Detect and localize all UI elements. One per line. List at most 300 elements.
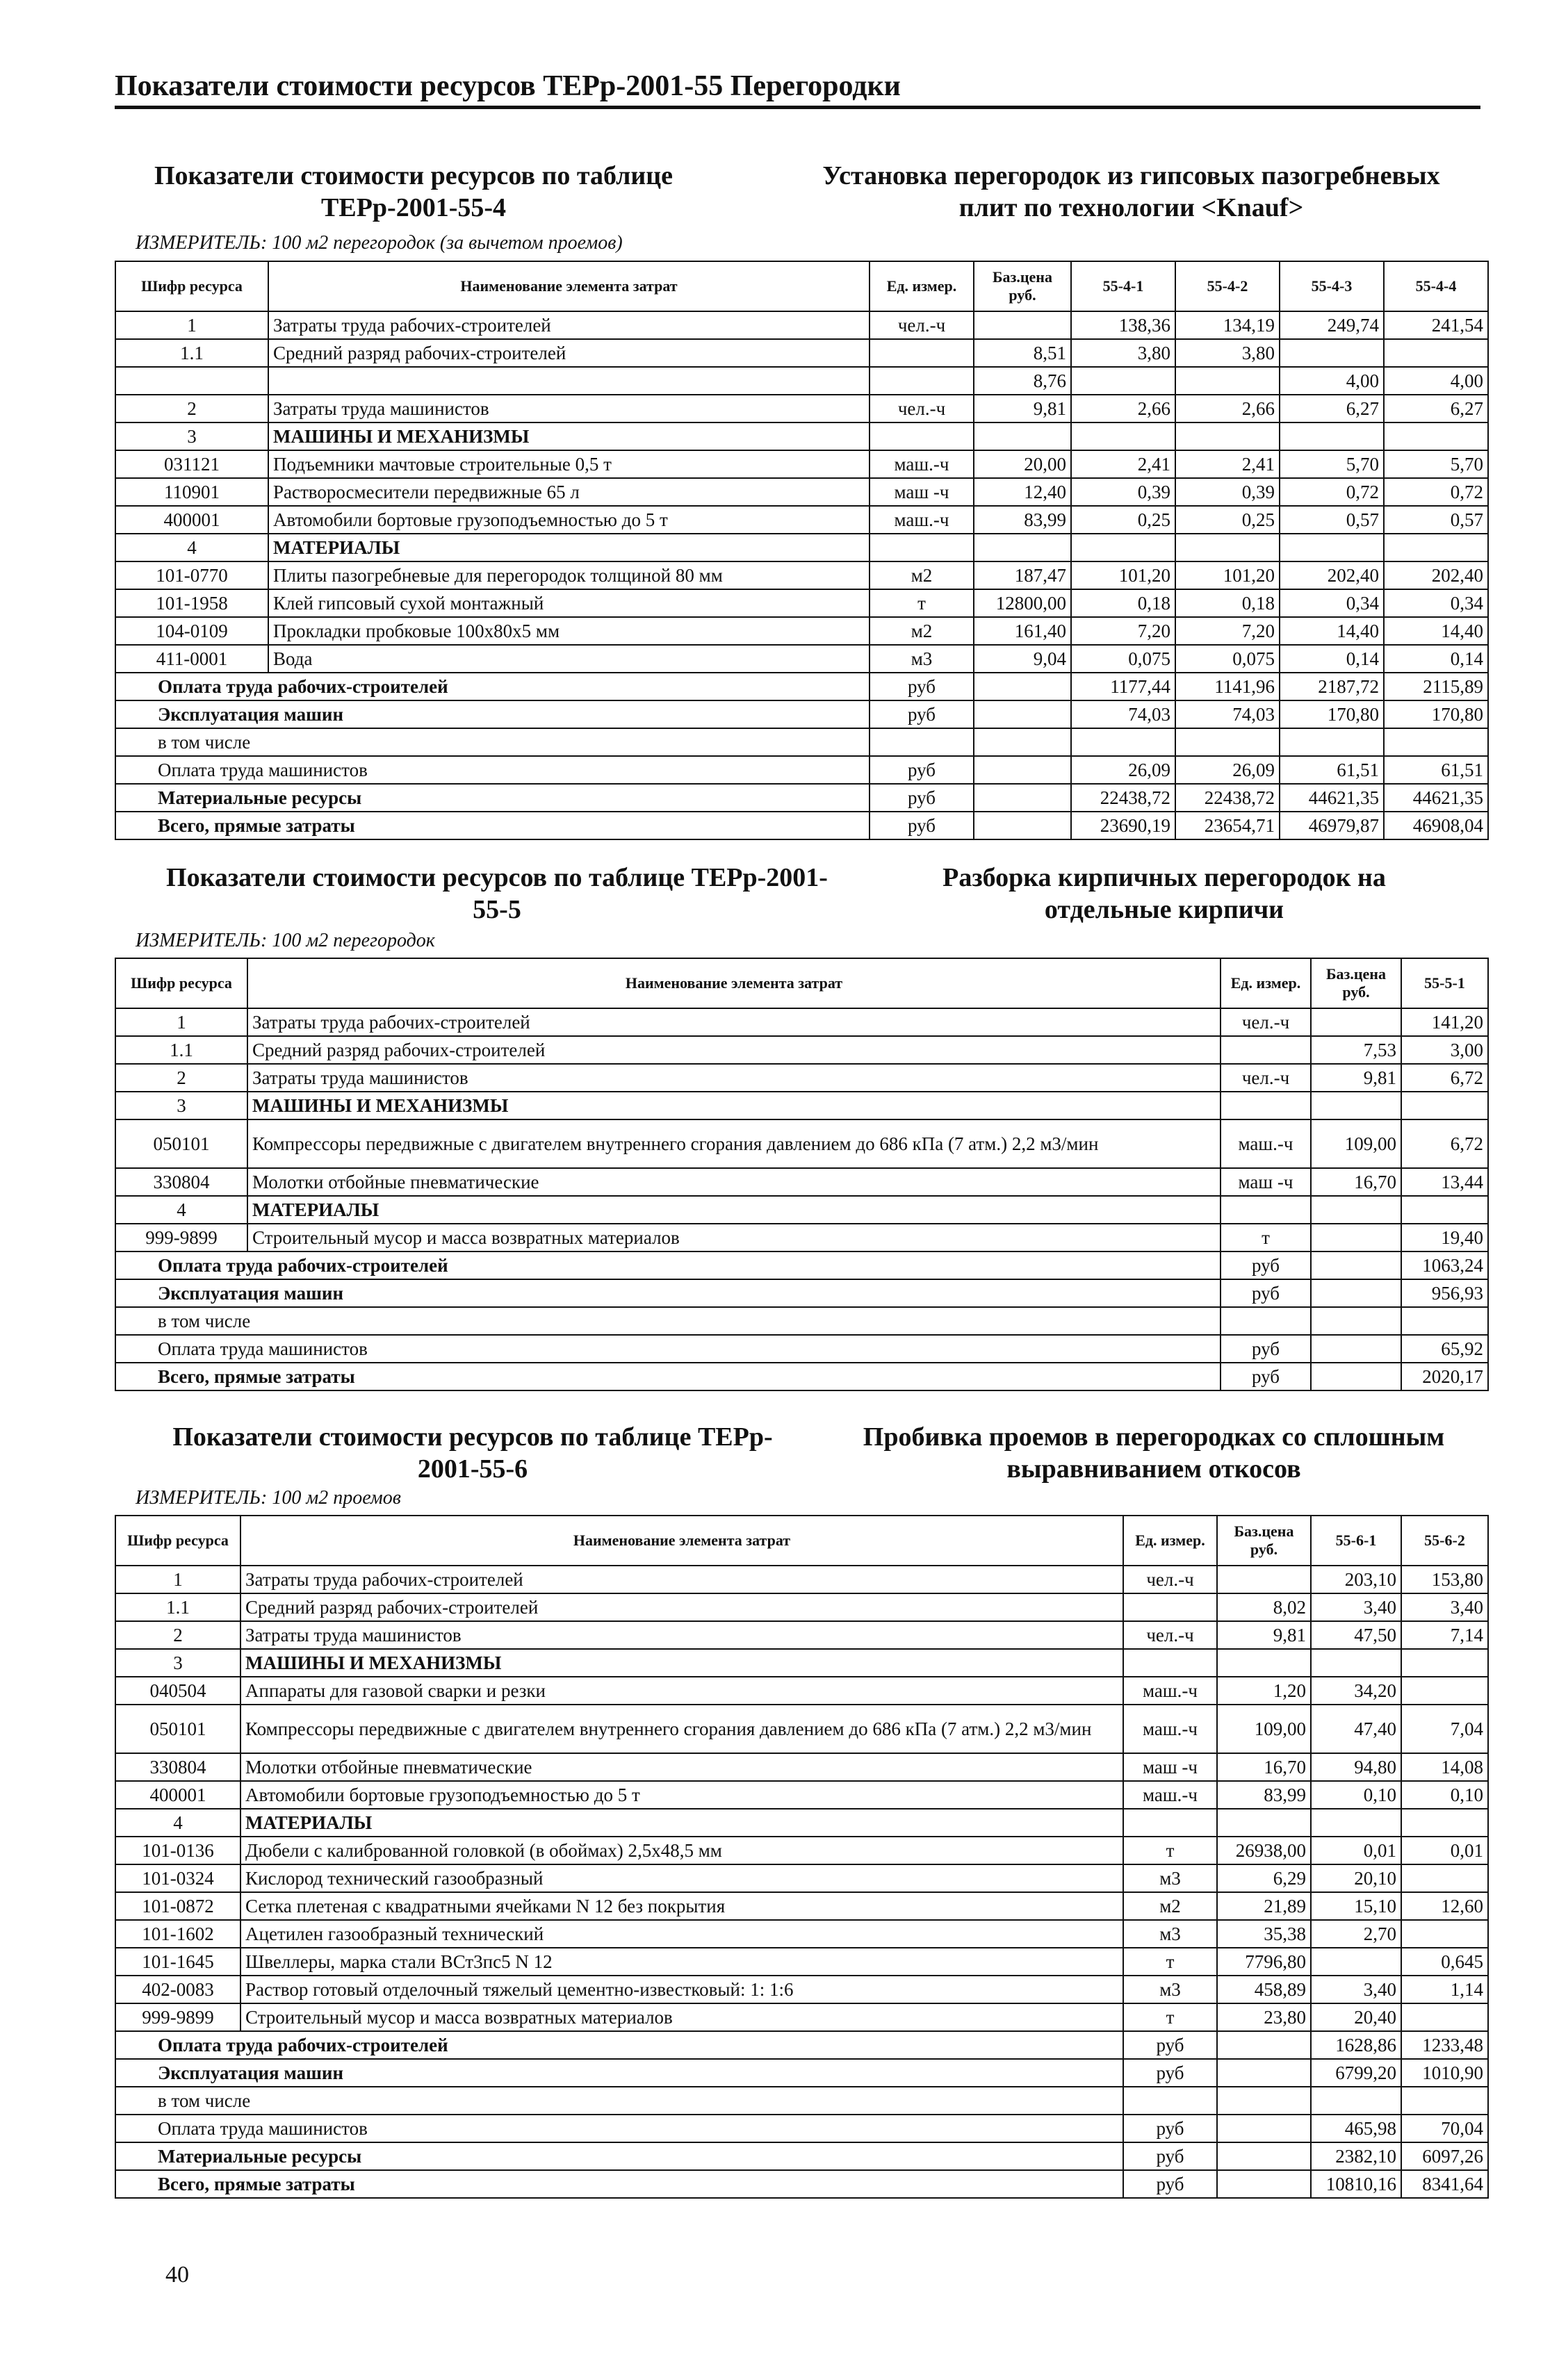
unit bbox=[1221, 1036, 1311, 1064]
cost-element-name: Затраты труда машинистов bbox=[240, 1621, 1123, 1649]
total-row bbox=[115, 784, 1488, 812]
table-row bbox=[115, 1892, 1488, 1920]
norm-value bbox=[1071, 534, 1175, 561]
base-price: 21,89 bbox=[1217, 1892, 1311, 1920]
section2-meter bbox=[136, 930, 435, 952]
unit: руб bbox=[870, 784, 974, 812]
total-value bbox=[1311, 2087, 1401, 2115]
table-row bbox=[115, 422, 1488, 450]
norm-value: 0,18 bbox=[1071, 589, 1175, 617]
table-row bbox=[115, 1976, 1488, 2003]
norm-value bbox=[1401, 1677, 1488, 1705]
cost-element-name: Затраты труда рабочих-строителей bbox=[240, 1566, 1123, 1593]
norm-value: 0,25 bbox=[1071, 506, 1175, 534]
norm-value: 0,25 bbox=[1175, 506, 1280, 534]
base-price bbox=[1217, 2115, 1311, 2142]
base-price bbox=[974, 700, 1071, 728]
norm-value bbox=[1175, 534, 1280, 561]
unit: чел.-ч bbox=[870, 311, 974, 339]
cost-element-name: Молотки отбойные пневматические bbox=[247, 1168, 1221, 1196]
resource-code: 104-0109 bbox=[115, 617, 268, 645]
total-name: Оплата труда машинистов bbox=[115, 2115, 1123, 2142]
total-value: 6097,26 bbox=[1401, 2142, 1488, 2170]
norm-value bbox=[1311, 1649, 1401, 1677]
cost-element-name: Швеллеры, марка стали ВСт3пс5 N 12 bbox=[240, 1948, 1123, 1976]
total-name: Оплата труда машинистов bbox=[115, 756, 870, 784]
section2-table bbox=[115, 958, 1489, 1391]
section1-work-title bbox=[782, 160, 1480, 224]
norm-value: 12,60 bbox=[1401, 1892, 1488, 1920]
norm-value bbox=[1401, 1196, 1488, 1224]
table-row bbox=[115, 1092, 1488, 1119]
resource-code: 4 bbox=[115, 534, 268, 561]
norm-value: 0,10 bbox=[1401, 1781, 1488, 1809]
base-price bbox=[974, 812, 1071, 839]
unit: м3 bbox=[870, 645, 974, 673]
norm-value: 138,36 bbox=[1071, 311, 1175, 339]
unit: руб bbox=[1123, 2031, 1217, 2059]
total-value: 22438,72 bbox=[1175, 784, 1280, 812]
resource-code: 2 bbox=[115, 1621, 240, 1649]
norm-value: 0,10 bbox=[1311, 1781, 1401, 1809]
table-row bbox=[115, 1119, 1488, 1168]
norm-value: 3,80 bbox=[1071, 339, 1175, 367]
base-price bbox=[974, 756, 1071, 784]
norm-value bbox=[1401, 2003, 1488, 2031]
cost-element-name: Затраты труда машинистов bbox=[268, 395, 870, 422]
resource-code: 330804 bbox=[115, 1168, 247, 1196]
unit: т bbox=[1123, 2003, 1217, 2031]
total-name: Эксплуатация машин bbox=[115, 2059, 1123, 2087]
meter-value: 100 м2 перегородок bbox=[272, 930, 435, 951]
column-header: 55-6-1 bbox=[1311, 1516, 1401, 1566]
resource-code: 101-1958 bbox=[115, 589, 268, 617]
unit bbox=[870, 422, 974, 450]
section2-work-line1: Разборка кирпичных перегородок на bbox=[942, 863, 1386, 892]
norm-value: 0,18 bbox=[1175, 589, 1280, 617]
cost-element-name: Строительный мусор и масса возвратных материалов bbox=[247, 1224, 1221, 1251]
base-price: 83,99 bbox=[974, 506, 1071, 534]
base-price: 458,89 bbox=[1217, 1976, 1311, 2003]
unit: руб bbox=[1221, 1363, 1311, 1390]
base-price: 6,29 bbox=[1217, 1864, 1311, 1892]
table-row bbox=[115, 395, 1488, 422]
total-value bbox=[1071, 728, 1175, 756]
base-price bbox=[1311, 1335, 1401, 1363]
total-value: 1063,24 bbox=[1401, 1251, 1488, 1279]
norm-value bbox=[1384, 534, 1488, 561]
table-row bbox=[115, 367, 1488, 395]
resource-code: 411-0001 bbox=[115, 645, 268, 673]
table-row bbox=[115, 1705, 1488, 1753]
section3-work-line1: Пробивка проемов в перегородках со сплошным bbox=[863, 1422, 1445, 1452]
resource-code: 101-0770 bbox=[115, 561, 268, 589]
total-row bbox=[115, 700, 1488, 728]
table-row bbox=[115, 1948, 1488, 1976]
unit: маш -ч bbox=[1123, 1753, 1217, 1781]
cost-element-name: Дюбели с калиброванной головкой (в обоймах) 2,5х48,5 мм bbox=[240, 1837, 1123, 1864]
column-header: 55-6-2 bbox=[1401, 1516, 1488, 1566]
cost-element-name: МАТЕРИАЛЫ bbox=[247, 1196, 1221, 1224]
total-value: 74,03 bbox=[1175, 700, 1280, 728]
total-value: 61,51 bbox=[1384, 756, 1488, 784]
resource-code bbox=[115, 367, 268, 395]
column-header: Шифр ресурса bbox=[115, 958, 247, 1008]
total-value: 1141,96 bbox=[1175, 673, 1280, 700]
norm-value: 19,40 bbox=[1401, 1224, 1488, 1251]
table-row bbox=[115, 1649, 1488, 1677]
table-row bbox=[115, 1677, 1488, 1705]
total-row bbox=[115, 756, 1488, 784]
column-header: Ед. измер. bbox=[870, 261, 974, 311]
norm-value: 0,01 bbox=[1311, 1837, 1401, 1864]
unit: т bbox=[870, 589, 974, 617]
section1-work-line2: плит по технологии <Knauf> bbox=[958, 193, 1304, 222]
base-price: 20,00 bbox=[974, 450, 1071, 478]
cost-element-name: Молотки отбойные пневматические bbox=[240, 1753, 1123, 1781]
total-value: 22438,72 bbox=[1071, 784, 1175, 812]
base-price bbox=[1217, 1649, 1311, 1677]
norm-value: 2,66 bbox=[1175, 395, 1280, 422]
unit: м2 bbox=[1123, 1892, 1217, 1920]
unit: руб bbox=[870, 756, 974, 784]
norm-value: 0,72 bbox=[1384, 478, 1488, 506]
norm-value bbox=[1401, 1920, 1488, 1948]
base-price: 8,76 bbox=[974, 367, 1071, 395]
base-price: 8,02 bbox=[1217, 1593, 1311, 1621]
resource-code: 402-0083 bbox=[115, 1976, 240, 2003]
cost-element-name: Автомобили бортовые грузоподъемностью до 5 т bbox=[268, 506, 870, 534]
total-name: Оплата труда рабочих-строителей bbox=[115, 673, 870, 700]
total-row bbox=[115, 2031, 1488, 2059]
resource-code: 1 bbox=[115, 1008, 247, 1036]
cost-element-name: Средний разряд рабочих-строителей bbox=[247, 1036, 1221, 1064]
unit bbox=[870, 339, 974, 367]
cost-element-name: Ацетилен газообразный технический bbox=[240, 1920, 1123, 1948]
total-name: Всего, прямые затраты bbox=[115, 2170, 1123, 2198]
header-row bbox=[115, 1516, 1488, 1566]
norm-value: 1,14 bbox=[1401, 1976, 1488, 2003]
unit: м2 bbox=[870, 617, 974, 645]
unit: руб bbox=[1123, 2142, 1217, 2170]
unit: руб bbox=[1221, 1335, 1311, 1363]
unit: руб bbox=[870, 700, 974, 728]
norm-value: 4,00 bbox=[1280, 367, 1384, 395]
norm-value: 0,645 bbox=[1401, 1948, 1488, 1976]
unit bbox=[1221, 1196, 1311, 1224]
total-value: 8341,64 bbox=[1401, 2170, 1488, 2198]
cost-element-name: Подъемники мачтовые строительные 0,5 т bbox=[268, 450, 870, 478]
total-value bbox=[1401, 1307, 1488, 1335]
base-price bbox=[974, 422, 1071, 450]
norm-value bbox=[1401, 1809, 1488, 1837]
base-price: 26938,00 bbox=[1217, 1837, 1311, 1864]
unit bbox=[1123, 2087, 1217, 2115]
total-value: 44621,35 bbox=[1280, 784, 1384, 812]
total-value: 6799,20 bbox=[1311, 2059, 1401, 2087]
base-price bbox=[1311, 1279, 1401, 1307]
section2-table-title bbox=[115, 862, 879, 926]
unit: руб bbox=[1221, 1279, 1311, 1307]
section2-work-line2: отдельные кирпичи bbox=[1044, 895, 1284, 924]
norm-value: 202,40 bbox=[1280, 561, 1384, 589]
unit: руб bbox=[1123, 2170, 1217, 2198]
norm-value: 0,01 bbox=[1401, 1837, 1488, 1864]
table-row bbox=[115, 1837, 1488, 1864]
section2-title-line2: 55-5 bbox=[473, 895, 521, 924]
resource-code: 101-1602 bbox=[115, 1920, 240, 1948]
cost-element-name: Затраты труда рабочих-строителей bbox=[268, 311, 870, 339]
resource-code: 4 bbox=[115, 1196, 247, 1224]
base-price: 109,00 bbox=[1311, 1119, 1401, 1168]
norm-value bbox=[1071, 367, 1175, 395]
resource-code: 2 bbox=[115, 395, 268, 422]
norm-value: 6,27 bbox=[1280, 395, 1384, 422]
table-row bbox=[115, 1008, 1488, 1036]
resource-code: 999-9899 bbox=[115, 2003, 240, 2031]
norm-value bbox=[1280, 534, 1384, 561]
resource-code: 330804 bbox=[115, 1753, 240, 1781]
column-header: Шифр ресурса bbox=[115, 1516, 240, 1566]
column-header: Ед. измер. bbox=[1221, 958, 1311, 1008]
norm-value: 6,72 bbox=[1401, 1064, 1488, 1092]
cost-element-name: Вода bbox=[268, 645, 870, 673]
resource-code: 2 bbox=[115, 1064, 247, 1092]
unit bbox=[1123, 1809, 1217, 1837]
running-head: Показатели стоимости ресурсов ТЕРр-2001-55 Перегородки bbox=[115, 69, 1480, 109]
norm-value: 203,10 bbox=[1311, 1566, 1401, 1593]
resource-code: 050101 bbox=[115, 1705, 240, 1753]
section1-title-line1: Показатели стоимости ресурсов по таблице bbox=[154, 161, 674, 190]
total-row bbox=[115, 2115, 1488, 2142]
table-row bbox=[115, 1064, 1488, 1092]
total-value: 46979,87 bbox=[1280, 812, 1384, 839]
resource-code: 1.1 bbox=[115, 339, 268, 367]
base-price bbox=[1217, 2059, 1311, 2087]
total-name: в том числе bbox=[115, 1307, 1221, 1335]
norm-value: 0,72 bbox=[1280, 478, 1384, 506]
total-row bbox=[115, 2059, 1488, 2087]
column-header: Ед. измер. bbox=[1123, 1516, 1217, 1566]
column-header: Наименование элемента затрат bbox=[240, 1516, 1123, 1566]
norm-value: 0,14 bbox=[1280, 645, 1384, 673]
table-row bbox=[115, 2003, 1488, 2031]
norm-value: 6,27 bbox=[1384, 395, 1488, 422]
base-price: 35,38 bbox=[1217, 1920, 1311, 1948]
cost-element-name: Компрессоры передвижные с двигателем внутреннего сгорания давлением до 686 кПа (7 атм.) 2,2 м3/мин bbox=[240, 1705, 1123, 1753]
total-value: 1010,90 bbox=[1401, 2059, 1488, 2087]
norm-value: 94,80 bbox=[1311, 1753, 1401, 1781]
norm-value: 47,40 bbox=[1311, 1705, 1401, 1753]
norm-value: 202,40 bbox=[1384, 561, 1488, 589]
total-row bbox=[115, 2170, 1488, 2198]
norm-value: 0,34 bbox=[1280, 589, 1384, 617]
unit: т bbox=[1123, 1837, 1217, 1864]
table-row bbox=[115, 1566, 1488, 1593]
table-row bbox=[115, 1168, 1488, 1196]
norm-value bbox=[1311, 1948, 1401, 1976]
unit: руб bbox=[1123, 2059, 1217, 2087]
unit: т bbox=[1123, 1948, 1217, 1976]
table-row bbox=[115, 1781, 1488, 1809]
column-header: Баз.цена руб. bbox=[974, 261, 1071, 311]
total-value: 74,03 bbox=[1071, 700, 1175, 728]
norm-value: 249,74 bbox=[1280, 311, 1384, 339]
unit: маш -ч bbox=[1221, 1168, 1311, 1196]
unit bbox=[1221, 1092, 1311, 1119]
section3-title-line2: 2001-55-6 bbox=[417, 1454, 528, 1484]
norm-value: 2,41 bbox=[1071, 450, 1175, 478]
base-price bbox=[1217, 1566, 1311, 1593]
resource-code: 101-1645 bbox=[115, 1948, 240, 1976]
total-value bbox=[1401, 2087, 1488, 2115]
cost-element-name: МАТЕРИАЛЫ bbox=[268, 534, 870, 561]
total-value bbox=[1175, 728, 1280, 756]
section3-work-line2: выравниванием откосов bbox=[1006, 1454, 1301, 1484]
unit: чел.-ч bbox=[1123, 1621, 1217, 1649]
resource-code: 101-0872 bbox=[115, 1892, 240, 1920]
total-row bbox=[115, 812, 1488, 839]
column-header: 55-5-1 bbox=[1401, 958, 1488, 1008]
total-name: Всего, прямые затраты bbox=[115, 812, 870, 839]
norm-value: 0,39 bbox=[1071, 478, 1175, 506]
unit: руб bbox=[870, 812, 974, 839]
unit bbox=[1221, 1307, 1311, 1335]
section1-heading bbox=[115, 160, 1480, 229]
norm-value: 2,70 bbox=[1311, 1920, 1401, 1948]
total-name: Оплата труда рабочих-строителей bbox=[115, 2031, 1123, 2059]
base-price: 9,04 bbox=[974, 645, 1071, 673]
norm-value: 0,075 bbox=[1071, 645, 1175, 673]
column-header: 55-4-1 bbox=[1071, 261, 1175, 311]
total-row bbox=[115, 1279, 1488, 1307]
unit: маш.-ч bbox=[1123, 1705, 1217, 1753]
base-price bbox=[1311, 1092, 1401, 1119]
total-name: Эксплуатация машин bbox=[115, 700, 870, 728]
norm-value: 0,39 bbox=[1175, 478, 1280, 506]
norm-value: 20,40 bbox=[1311, 2003, 1401, 2031]
norm-value bbox=[1280, 339, 1384, 367]
norm-value: 7,20 bbox=[1175, 617, 1280, 645]
total-value: 10810,16 bbox=[1311, 2170, 1401, 2198]
cost-element-name: Растворосмесители передвижные 65 л bbox=[268, 478, 870, 506]
column-header: Баз.цена руб. bbox=[1311, 958, 1401, 1008]
unit: маш.-ч bbox=[1221, 1119, 1311, 1168]
meter-value: 100 м2 перегородок (за вычетом проемов) bbox=[272, 232, 623, 254]
column-header: Наименование элемента затрат bbox=[247, 958, 1221, 1008]
total-value: 70,04 bbox=[1401, 2115, 1488, 2142]
total-value: 170,80 bbox=[1384, 700, 1488, 728]
cost-element-name: МАТЕРИАЛЫ bbox=[240, 1809, 1123, 1837]
resource-code: 400001 bbox=[115, 506, 268, 534]
total-name: Оплата труда рабочих-строителей bbox=[115, 1251, 1221, 1279]
cost-element-name: МАШИНЫ И МЕХАНИЗМЫ bbox=[268, 422, 870, 450]
base-price bbox=[1311, 1224, 1401, 1251]
unit: чел.-ч bbox=[1221, 1064, 1311, 1092]
total-row bbox=[115, 1307, 1488, 1335]
norm-value: 241,54 bbox=[1384, 311, 1488, 339]
base-price: 16,70 bbox=[1311, 1168, 1401, 1196]
cost-element-name: Кислород технический газообразный bbox=[240, 1864, 1123, 1892]
table-row bbox=[115, 450, 1488, 478]
norm-value: 3,40 bbox=[1401, 1593, 1488, 1621]
section3-title-line1: Показатели стоимости ресурсов по таблице ТЕРр- bbox=[172, 1422, 773, 1452]
total-value: 956,93 bbox=[1401, 1279, 1488, 1307]
total-row bbox=[115, 2087, 1488, 2115]
norm-value: 13,44 bbox=[1401, 1168, 1488, 1196]
table-row bbox=[115, 1621, 1488, 1649]
norm-value: 101,20 bbox=[1071, 561, 1175, 589]
norm-value: 14,40 bbox=[1280, 617, 1384, 645]
resource-code: 031121 bbox=[115, 450, 268, 478]
section3-table bbox=[115, 1515, 1489, 2199]
section2-heading bbox=[115, 862, 1480, 931]
total-value bbox=[1280, 728, 1384, 756]
column-header: 55-4-3 bbox=[1280, 261, 1384, 311]
norm-value bbox=[1175, 422, 1280, 450]
table-row bbox=[115, 589, 1488, 617]
section1-table bbox=[115, 261, 1489, 840]
unit: чел.-ч bbox=[870, 395, 974, 422]
norm-value: 5,70 bbox=[1280, 450, 1384, 478]
table-row bbox=[115, 1224, 1488, 1251]
unit: маш.-ч bbox=[1123, 1781, 1217, 1809]
norm-value: 0,57 bbox=[1384, 506, 1488, 534]
cost-element-name: Автомобили бортовые грузоподъемностью до 5 т bbox=[240, 1781, 1123, 1809]
base-price bbox=[974, 673, 1071, 700]
total-name: Материальные ресурсы bbox=[115, 2142, 1123, 2170]
norm-value: 3,00 bbox=[1401, 1036, 1488, 1064]
table-row bbox=[115, 506, 1488, 534]
unit: маш.-ч bbox=[870, 506, 974, 534]
table-row bbox=[115, 617, 1488, 645]
unit: т bbox=[1221, 1224, 1311, 1251]
meter-label: ИЗМЕРИТЕЛЬ: bbox=[136, 1487, 268, 1509]
unit: м2 bbox=[870, 561, 974, 589]
norm-value bbox=[1311, 1809, 1401, 1837]
cost-element-name: Средний разряд рабочих-строителей bbox=[268, 339, 870, 367]
norm-value: 47,50 bbox=[1311, 1621, 1401, 1649]
table-row bbox=[115, 534, 1488, 561]
base-price: 9,81 bbox=[974, 395, 1071, 422]
resource-code: 101-0324 bbox=[115, 1864, 240, 1892]
total-value: 1177,44 bbox=[1071, 673, 1175, 700]
base-price: 161,40 bbox=[974, 617, 1071, 645]
resource-code: 050101 bbox=[115, 1119, 247, 1168]
unit bbox=[870, 534, 974, 561]
base-price: 23,80 bbox=[1217, 2003, 1311, 2031]
norm-value: 7,14 bbox=[1401, 1621, 1488, 1649]
norm-value: 101,20 bbox=[1175, 561, 1280, 589]
unit: чел.-ч bbox=[1221, 1008, 1311, 1036]
base-price: 7,53 bbox=[1311, 1036, 1401, 1064]
base-price bbox=[1311, 1307, 1401, 1335]
cost-element-name: Компрессоры передвижные с двигателем внутреннего сгорания давлением до 686 кПа (7 атм.) 2,2 м3/мин bbox=[247, 1119, 1221, 1168]
table-row bbox=[115, 1809, 1488, 1837]
unit: маш -ч bbox=[870, 478, 974, 506]
resource-code: 1.1 bbox=[115, 1593, 240, 1621]
resource-code: 110901 bbox=[115, 478, 268, 506]
total-value: 2115,89 bbox=[1384, 673, 1488, 700]
total-value bbox=[1384, 728, 1488, 756]
unit: м3 bbox=[1123, 1920, 1217, 1948]
norm-value: 4,00 bbox=[1384, 367, 1488, 395]
norm-value: 0,14 bbox=[1384, 645, 1488, 673]
cost-element-name: Средний разряд рабочих-строителей bbox=[240, 1593, 1123, 1621]
resource-code: 999-9899 bbox=[115, 1224, 247, 1251]
norm-value bbox=[1280, 422, 1384, 450]
unit: маш.-ч bbox=[870, 450, 974, 478]
